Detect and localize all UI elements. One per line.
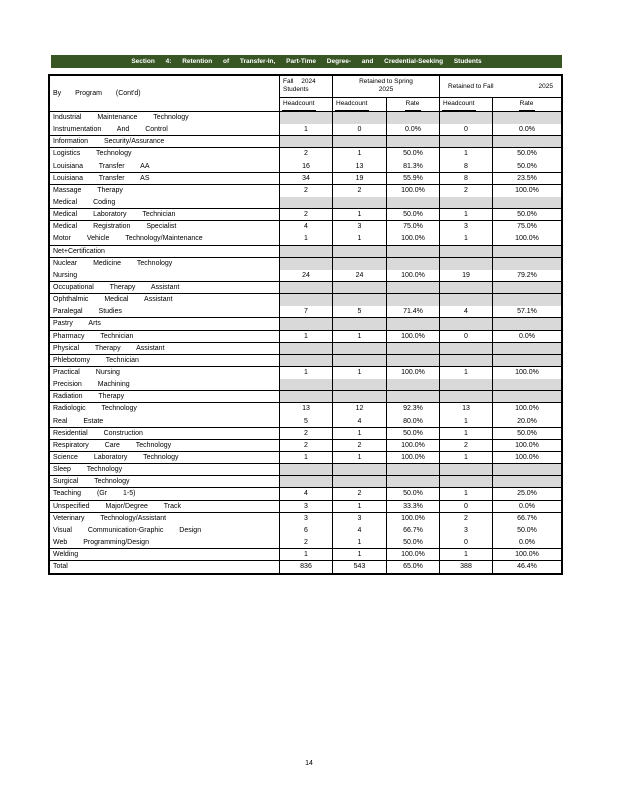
value-cell: [439, 355, 492, 366]
value-cell: 66.7%: [386, 525, 439, 537]
table-row: [50, 294, 561, 306]
table-row: [50, 501, 561, 513]
table-row: [50, 537, 561, 549]
program-name-cell: Practical Nursing: [53, 368, 120, 376]
group-line: Retained to Spring: [359, 78, 413, 85]
value-cell: 0.0%: [492, 331, 561, 342]
group-fall-2024-students: [279, 76, 332, 98]
table-header: [50, 76, 561, 112]
program-name-cell: Nuclear Medicine Technology: [53, 259, 173, 267]
value-cell: [332, 355, 386, 366]
table-row: [50, 161, 561, 173]
program-name-cell: Industrial Maintenance Technology: [53, 114, 189, 121]
value-cell: 7: [279, 306, 332, 317]
value-cell: 5: [332, 306, 386, 317]
table-row: [50, 428, 561, 440]
value-cell: 1: [332, 501, 386, 512]
total-value-cell: 46.4%: [492, 561, 561, 573]
value-cell: [439, 343, 492, 354]
subheader-headcount: Headcount: [279, 98, 332, 111]
table-row: [50, 258, 561, 270]
program-name-cell: Precision Machining: [53, 381, 130, 389]
value-cell: 4: [439, 306, 492, 317]
table-row: [50, 148, 561, 160]
value-cell: 1: [279, 233, 332, 244]
value-cell: [492, 318, 561, 329]
value-cell: [386, 282, 439, 293]
value-cell: 50.0%: [492, 161, 561, 172]
value-cell: 50.0%: [492, 148, 561, 160]
value-cell: 3: [439, 525, 492, 537]
value-cell: 4: [332, 525, 386, 537]
value-cell: 3: [439, 221, 492, 233]
value-cell: 100.0%: [386, 549, 439, 560]
value-cell: 13: [332, 161, 386, 172]
value-cell: [386, 464, 439, 475]
value-cell: 1: [279, 452, 332, 463]
program-name-cell: Web Programming/Design: [53, 538, 149, 546]
value-cell: 100.0%: [386, 367, 439, 379]
value-cell: 1: [439, 148, 492, 160]
value-cell: [492, 476, 561, 487]
value-cell: [386, 476, 439, 487]
program-name-cell: Instrumentation And Control: [53, 126, 168, 134]
table-row: [50, 197, 561, 209]
section-banner-title: Section 4: Retention of Transfer-In, Part-Time Degree- and Credential-Seeking Students: [131, 58, 482, 65]
value-cell: 3: [279, 501, 332, 512]
value-cell: [492, 258, 561, 270]
value-cell: 2: [279, 185, 332, 197]
table-row: [50, 452, 561, 464]
value-cell: 100.0%: [386, 331, 439, 342]
table-row: [50, 403, 561, 415]
table-row: [50, 209, 561, 221]
value-cell: [386, 318, 439, 329]
value-cell: [279, 391, 332, 402]
value-cell: 100.0%: [386, 233, 439, 244]
program-name-cell: Logistics Technology: [53, 150, 132, 158]
value-cell: 66.7%: [492, 513, 561, 525]
page-number: 14: [305, 760, 313, 767]
value-cell: 50.0%: [492, 209, 561, 220]
value-cell: 1: [279, 367, 332, 379]
program-name-cell: Physical Therapy Assistant: [53, 344, 165, 352]
subheader-rate: Rate: [492, 98, 561, 111]
program-name-cell: Unspecified Major/Degree Track: [53, 502, 181, 510]
program-name-cell: Medical Coding: [53, 198, 116, 206]
value-cell: [492, 355, 561, 366]
value-cell: [439, 246, 492, 257]
value-cell: 4: [279, 488, 332, 499]
value-cell: 1: [439, 367, 492, 379]
value-cell: [332, 318, 386, 329]
value-cell: 100.0%: [492, 185, 561, 197]
program-name-cell: Louisiana Transfer AA: [53, 162, 150, 170]
program-name-cell: Massage Therapy: [53, 186, 123, 194]
program-name-cell: Louisiana Transfer AS: [53, 174, 150, 182]
table-row: [50, 476, 561, 488]
value-cell: 16: [279, 161, 332, 172]
value-cell: 0: [332, 124, 386, 135]
group-line: 2025: [538, 82, 553, 90]
total-value-cell: 836: [279, 561, 332, 573]
value-cell: 80.0%: [386, 416, 439, 427]
value-cell: [332, 391, 386, 402]
value-cell: 1: [439, 549, 492, 560]
program-name-cell: Teaching (Gr 1-5): [53, 490, 136, 498]
program-name-cell: Sleep Technology: [53, 466, 123, 474]
value-cell: [279, 294, 332, 306]
value-cell: 75.0%: [492, 221, 561, 233]
group-retained-to-spring: [332, 76, 439, 98]
value-cell: 2: [439, 513, 492, 525]
value-cell: 19: [439, 270, 492, 281]
value-cell: [279, 343, 332, 354]
value-cell: 50.0%: [386, 488, 439, 499]
program-name-cell: Occupational Therapy Assistant: [53, 283, 180, 291]
table-row: [50, 343, 561, 355]
value-cell: [492, 343, 561, 354]
value-cell: [386, 379, 439, 390]
value-cell: [332, 246, 386, 257]
column-headers: [279, 76, 561, 111]
program-name-cell: Residential Construction: [53, 429, 143, 437]
group-retained-to-fall: [439, 76, 561, 98]
value-cell: 1: [279, 331, 332, 342]
group-line: Students: [283, 86, 309, 93]
value-cell: [332, 258, 386, 270]
value-cell: 2: [279, 428, 332, 439]
value-cell: [279, 464, 332, 475]
value-cell: 100.0%: [492, 233, 561, 244]
value-cell: 2: [332, 185, 386, 197]
value-cell: 2: [279, 440, 332, 451]
value-cell: 3: [279, 513, 332, 525]
value-cell: [386, 343, 439, 354]
value-cell: 92.3%: [386, 403, 439, 415]
value-cell: 19: [332, 173, 386, 184]
value-cell: 1: [332, 452, 386, 463]
program-name-cell: Radiation Therapy: [53, 393, 125, 401]
program-name-cell: Information Security/Assurance: [53, 138, 165, 146]
value-cell: 79.2%: [492, 270, 561, 281]
program-name-cell: Medical Laboratory Technician: [53, 211, 176, 219]
sub-header-row: [279, 98, 561, 111]
value-cell: 55.9%: [386, 173, 439, 184]
value-cell: 100.0%: [386, 270, 439, 281]
value-cell: 13: [279, 403, 332, 415]
total-row: [50, 561, 561, 573]
value-cell: 24: [332, 270, 386, 281]
table-row: [50, 185, 561, 197]
group-line: Fall 2024: [283, 78, 316, 85]
value-cell: 1: [439, 452, 492, 463]
table-row: [50, 525, 561, 537]
value-cell: 24: [279, 270, 332, 281]
section-banner: [51, 55, 562, 68]
value-cell: 2: [439, 185, 492, 197]
value-cell: 57.1%: [492, 306, 561, 317]
value-cell: 100.0%: [492, 452, 561, 463]
value-cell: 1: [332, 537, 386, 548]
value-cell: [332, 197, 386, 208]
program-name-cell: Pastry Arts: [53, 320, 101, 328]
table-row: [50, 112, 561, 124]
value-cell: 75.0%: [386, 221, 439, 233]
value-cell: [279, 318, 332, 329]
retention-table: [48, 74, 563, 575]
value-cell: 20.0%: [492, 416, 561, 427]
value-cell: [492, 112, 561, 124]
value-cell: 2: [279, 209, 332, 220]
table-row: [50, 464, 561, 476]
value-cell: 0: [439, 501, 492, 512]
program-name-cell: Real Estate: [53, 417, 104, 425]
value-cell: [439, 391, 492, 402]
value-cell: [386, 258, 439, 270]
value-cell: 1: [279, 549, 332, 560]
value-cell: [492, 391, 561, 402]
table-row: [50, 549, 561, 561]
group-line: 2025: [378, 86, 394, 93]
value-cell: [332, 379, 386, 390]
table-body: [50, 112, 561, 561]
value-cell: [492, 464, 561, 475]
value-cell: [279, 136, 332, 147]
value-cell: 50.0%: [386, 428, 439, 439]
value-cell: 1: [332, 428, 386, 439]
total-value-cell: 543: [332, 561, 386, 573]
program-name-cell: Pharmacy Technician: [53, 332, 134, 340]
value-cell: 0.0%: [386, 124, 439, 135]
program-name-cell: Science Laboratory Technology: [53, 453, 179, 461]
value-cell: 100.0%: [386, 513, 439, 525]
value-cell: [492, 246, 561, 257]
value-cell: 71.4%: [386, 306, 439, 317]
value-cell: [439, 464, 492, 475]
value-cell: 23.5%: [492, 173, 561, 184]
value-cell: 100.0%: [386, 185, 439, 197]
table-row: [50, 318, 561, 330]
value-cell: 8: [439, 173, 492, 184]
table-row: [50, 440, 561, 452]
value-cell: [332, 294, 386, 306]
table-row: [50, 306, 561, 318]
value-cell: 25.0%: [492, 488, 561, 499]
value-cell: 3: [332, 221, 386, 233]
value-cell: [279, 197, 332, 208]
value-cell: [439, 318, 492, 329]
value-cell: 6: [279, 525, 332, 537]
subheader-headcount: Headcount: [332, 98, 386, 111]
program-name-cell: Respiratory Care Technology: [53, 441, 172, 449]
value-cell: [439, 294, 492, 306]
value-cell: [386, 355, 439, 366]
value-cell: 1: [439, 416, 492, 427]
table-row: [50, 246, 561, 258]
program-name-cell: Veterinary Technology/Assistant: [53, 514, 167, 522]
table-row: [50, 355, 561, 367]
value-cell: 33.3%: [386, 501, 439, 512]
table-row: [50, 488, 561, 500]
value-cell: 1: [332, 233, 386, 244]
by-program-header: By Program (Cont'd): [53, 90, 141, 97]
value-cell: 1: [439, 428, 492, 439]
value-cell: 13: [439, 403, 492, 415]
value-cell: 100.0%: [492, 440, 561, 451]
program-name-cell: Paralegal Studies: [53, 308, 122, 316]
table-row: [50, 173, 561, 185]
value-cell: [279, 355, 332, 366]
value-cell: 1: [332, 367, 386, 379]
value-cell: 4: [332, 416, 386, 427]
program-name-cell: Visual Communication-Graphic Design: [53, 526, 202, 534]
value-cell: 4: [279, 221, 332, 233]
value-cell: 0: [439, 331, 492, 342]
value-cell: [279, 379, 332, 390]
value-cell: 0.0%: [492, 124, 561, 135]
value-cell: 50.0%: [386, 537, 439, 548]
program-name-cell: Net+Certification: [53, 247, 105, 255]
value-cell: 81.3%: [386, 161, 439, 172]
value-cell: [279, 112, 332, 124]
table-row: [50, 136, 561, 148]
value-cell: 100.0%: [386, 440, 439, 451]
value-cell: 0.0%: [492, 501, 561, 512]
table-row: [50, 513, 561, 525]
value-cell: [492, 282, 561, 293]
value-cell: 100.0%: [492, 367, 561, 379]
value-cell: [439, 379, 492, 390]
group-line: Retained to Fall: [448, 82, 494, 90]
value-cell: [439, 282, 492, 293]
value-cell: 1: [332, 148, 386, 160]
value-cell: 12: [332, 403, 386, 415]
column-group-row: [279, 76, 561, 98]
value-cell: 1: [439, 233, 492, 244]
value-cell: 1: [439, 209, 492, 220]
subheader-rate: Rate: [386, 98, 439, 111]
subheader-headcount: Headcount: [439, 98, 492, 111]
value-cell: [439, 112, 492, 124]
program-name-cell: Welding: [53, 551, 79, 559]
value-cell: 50.0%: [386, 209, 439, 220]
value-cell: 0: [439, 537, 492, 548]
value-cell: [386, 112, 439, 124]
value-cell: 5: [279, 416, 332, 427]
value-cell: [386, 136, 439, 147]
total-value-cell: 65.0%: [386, 561, 439, 573]
table-row: [50, 367, 561, 379]
program-name-cell: Ophthalmic Medical Assistant: [53, 296, 173, 304]
value-cell: 1: [332, 209, 386, 220]
program-name-cell: Medical Registration Specialist: [53, 223, 177, 231]
table-row: [50, 379, 561, 391]
table-row: [50, 124, 561, 136]
value-cell: [439, 136, 492, 147]
value-cell: [386, 246, 439, 257]
value-cell: [332, 464, 386, 475]
total-value-cell: 388: [439, 561, 492, 573]
program-name-cell: Radiologic Technology: [53, 405, 137, 413]
value-cell: 34: [279, 173, 332, 184]
value-cell: 50.0%: [492, 525, 561, 537]
value-cell: 1: [439, 488, 492, 499]
value-cell: 1: [332, 549, 386, 560]
value-cell: [439, 258, 492, 270]
value-cell: [332, 282, 386, 293]
value-cell: [332, 136, 386, 147]
value-cell: [386, 294, 439, 306]
value-cell: 50.0%: [492, 428, 561, 439]
value-cell: [439, 197, 492, 208]
value-cell: [386, 197, 439, 208]
value-cell: [439, 476, 492, 487]
program-name-cell: Motor Vehicle Technology/Maintenance: [53, 235, 203, 243]
value-cell: 3: [332, 513, 386, 525]
table-row: [50, 221, 561, 233]
table-row: [50, 233, 561, 245]
value-cell: [279, 258, 332, 270]
table-row: [50, 282, 561, 294]
value-cell: [492, 197, 561, 208]
table-row: [50, 270, 561, 282]
table-row: [50, 416, 561, 428]
value-cell: 50.0%: [386, 148, 439, 160]
value-cell: [279, 282, 332, 293]
value-cell: [492, 294, 561, 306]
table-row: [50, 391, 561, 403]
value-cell: 100.0%: [386, 452, 439, 463]
value-cell: [386, 391, 439, 402]
value-cell: [332, 112, 386, 124]
value-cell: [492, 136, 561, 147]
value-cell: 2: [332, 488, 386, 499]
value-cell: [279, 246, 332, 257]
value-cell: 8: [439, 161, 492, 172]
value-cell: [492, 379, 561, 390]
value-cell: 2: [279, 537, 332, 548]
program-name-cell: Phlebotomy Technician: [53, 356, 139, 364]
table-row: [50, 331, 561, 343]
value-cell: 0: [439, 124, 492, 135]
value-cell: 100.0%: [492, 549, 561, 560]
value-cell: 2: [439, 440, 492, 451]
value-cell: [332, 476, 386, 487]
program-name-cell: Nursing: [53, 271, 78, 279]
value-cell: 1: [332, 331, 386, 342]
value-cell: 100.0%: [492, 403, 561, 415]
total-label: Total: [53, 563, 68, 571]
value-cell: [279, 476, 332, 487]
value-cell: 2: [279, 148, 332, 160]
program-name-cell: Surgical Technology: [53, 478, 130, 486]
value-cell: 1: [279, 124, 332, 135]
value-cell: 0.0%: [492, 537, 561, 548]
value-cell: 2: [332, 440, 386, 451]
value-cell: [332, 343, 386, 354]
